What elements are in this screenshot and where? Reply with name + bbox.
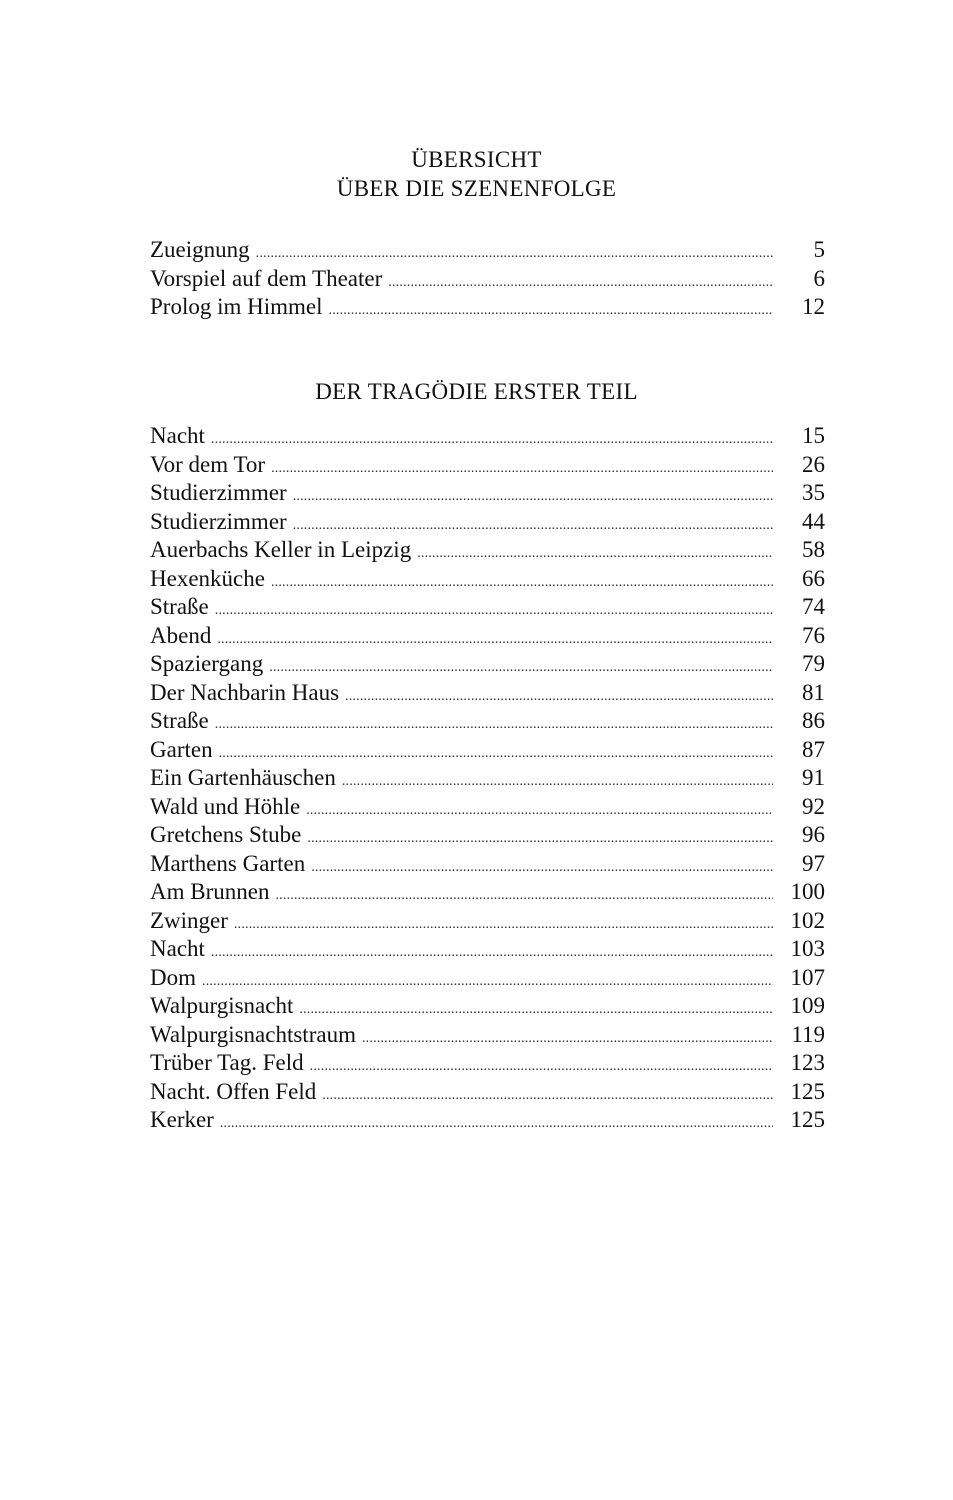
toc-entry-page: 66 [802, 565, 825, 591]
toc-entry-title: Spaziergang [150, 651, 264, 676]
toc-entry-title: Garten [150, 736, 213, 762]
toc-entry-page: 79 [802, 651, 825, 676]
toc-entry[interactable] [150, 536, 825, 565]
toc-entry-page: 125 [790, 1078, 825, 1104]
toc-entry-title: Straße [150, 708, 209, 733]
dot-leader [362, 1025, 773, 1054]
dot-leader [310, 1053, 773, 1082]
toc-entry-page: 35 [802, 480, 825, 505]
dot-leader [329, 297, 774, 326]
dot-leader [220, 1110, 773, 1139]
toc-entry-title: Straße [150, 594, 209, 619]
toc-entry-page: 92 [802, 793, 825, 819]
dot-leader [306, 797, 773, 826]
toc-entry[interactable] [150, 964, 825, 993]
toc-entry-title: Nacht [150, 936, 205, 961]
toc-entry-page: 87 [802, 736, 825, 762]
dot-leader [215, 597, 773, 626]
dot-leader [271, 455, 773, 484]
dot-leader [271, 569, 773, 598]
toc-entry-page: 15 [802, 423, 825, 448]
dot-leader [293, 483, 773, 512]
toc-entry-title: Prolog im Himmel [150, 294, 323, 319]
toc-entry[interactable] [150, 1078, 825, 1107]
toc-entry-title: Abend [150, 622, 212, 648]
toc-entry[interactable] [150, 1021, 825, 1050]
toc-entry[interactable] [150, 878, 825, 907]
toc-entry[interactable] [150, 992, 825, 1021]
toc-entry[interactable] [150, 265, 825, 294]
toc-entry-page: 103 [790, 936, 825, 961]
overview-subheading: ÜBER DIE SZENENFOLGE [336, 176, 617, 201]
toc-entry-page: 125 [790, 1107, 825, 1132]
front-matter-list [150, 236, 825, 322]
toc-entry-title: Vor dem Tor [150, 451, 266, 477]
toc-entry-page: 102 [790, 907, 825, 933]
toc-entry[interactable] [150, 650, 825, 679]
toc-entry[interactable] [150, 422, 825, 451]
toc-entry-title: Marthens Garten [150, 850, 306, 876]
dot-leader [311, 854, 773, 883]
toc-entry[interactable] [150, 479, 825, 508]
dot-leader [275, 882, 773, 911]
toc-entry-page: 86 [802, 708, 825, 733]
toc-entry-title: Kerker [150, 1107, 214, 1132]
dot-leader [388, 269, 773, 298]
toc-entry[interactable] [150, 907, 825, 936]
dot-leader [417, 540, 773, 569]
toc-entry[interactable] [150, 622, 825, 651]
toc-entry[interactable] [150, 793, 825, 822]
toc-entry-page: 97 [802, 850, 825, 876]
part1-heading: DER TRAGÖDIE ERSTER TEIL [315, 379, 638, 404]
toc-entry-title: Wald und Höhle [150, 793, 301, 819]
dot-leader [342, 768, 773, 797]
toc-entry[interactable] [150, 565, 825, 594]
dot-leader [215, 711, 773, 740]
dot-leader [217, 626, 773, 655]
toc-entry[interactable] [150, 508, 825, 537]
toc-entry[interactable] [150, 451, 825, 480]
toc-entry-title: Der Nachbarin Haus [150, 679, 340, 705]
dot-leader [322, 1082, 773, 1111]
toc-entry-page: 6 [813, 265, 825, 291]
dot-leader [299, 996, 773, 1025]
dot-leader [345, 683, 773, 712]
toc-entry-page: 44 [802, 508, 825, 534]
toc-entry-title: Am Brunnen [150, 879, 270, 904]
toc-entry-page: 81 [802, 679, 825, 705]
toc-entry-title: Auerbachs Keller in Leipzig [150, 537, 412, 562]
toc-entry-page: 96 [802, 822, 825, 847]
toc-entry-page: 26 [802, 451, 825, 477]
toc-entry-title: Nacht [150, 423, 205, 448]
toc-entry-title: Studierzimmer [150, 480, 287, 505]
toc-entry-title: Trüber Tag. Feld [150, 1050, 304, 1075]
toc-entry[interactable] [150, 236, 825, 265]
toc-entry-page: 91 [802, 765, 825, 790]
toc-entry[interactable] [150, 707, 825, 736]
toc-entry[interactable] [150, 593, 825, 622]
toc-entry-title: Studierzimmer [150, 508, 287, 534]
toc-entry[interactable] [150, 293, 825, 322]
toc-entry-page: 100 [790, 879, 825, 904]
dot-leader [211, 939, 773, 968]
toc-entry[interactable] [150, 736, 825, 765]
dot-leader [234, 911, 773, 940]
toc-entry-page: 107 [790, 964, 825, 990]
toc-entry[interactable] [150, 1049, 825, 1078]
toc-entry[interactable] [150, 1106, 825, 1135]
toc-entry-page: 5 [813, 237, 825, 262]
toc-entry-page: 123 [790, 1050, 825, 1075]
toc-entry[interactable] [150, 764, 825, 793]
part1-list [150, 422, 825, 1135]
toc-entry-title: Ein Gartenhäuschen [150, 765, 336, 790]
toc-entry-page: 58 [802, 537, 825, 562]
toc-entry-page: 74 [802, 594, 825, 619]
toc-entry-page: 76 [802, 622, 825, 648]
toc-entry[interactable] [150, 821, 825, 850]
dot-leader [307, 825, 773, 854]
toc-entry-title: Walpurgisnacht [150, 993, 294, 1018]
dot-leader [211, 426, 773, 455]
toc-entry-page: 12 [802, 294, 825, 319]
toc-entry-title: Vorspiel auf dem Theater [150, 265, 383, 291]
toc-entry[interactable] [150, 935, 825, 964]
toc-entry-title: Zueignung [150, 237, 250, 262]
toc-entry-page: 109 [790, 993, 825, 1018]
toc-entry-title: Nacht. Offen Feld [150, 1078, 317, 1104]
toc-entry-title: Dom [150, 964, 196, 990]
toc-entry-title: Hexenküche [150, 565, 265, 591]
toc-entry[interactable] [150, 679, 825, 708]
toc-entry-title: Walpurgisnachtstraum [150, 1021, 356, 1047]
overview-heading: ÜBERSICHT [411, 147, 542, 172]
toc-entry[interactable] [150, 850, 825, 879]
toc-entry-title: Zwinger [150, 907, 228, 933]
toc-entry-page: 119 [791, 1021, 825, 1047]
toc-entry-title: Gretchens Stube [150, 822, 302, 847]
